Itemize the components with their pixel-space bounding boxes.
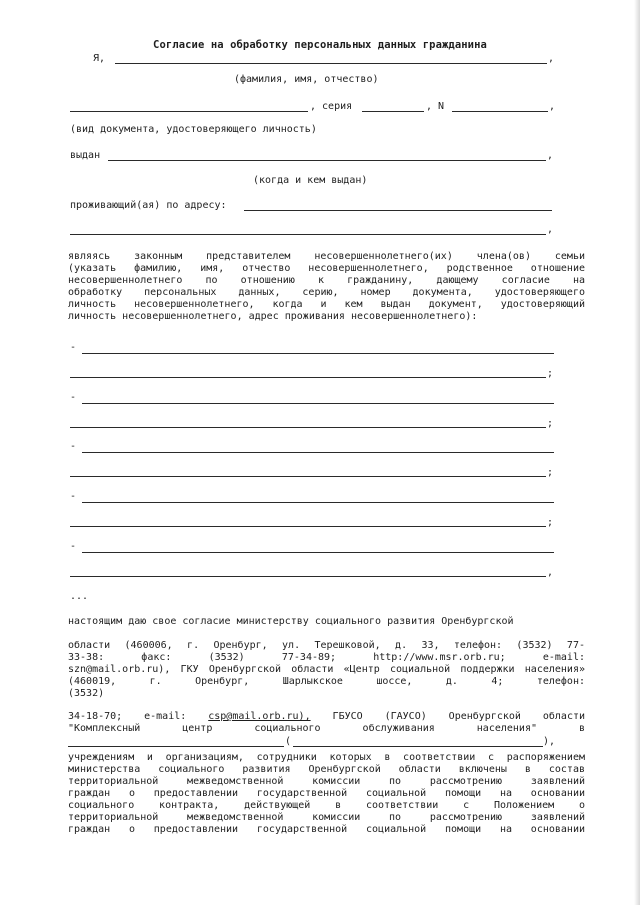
paragraph-line: территориальной межведомственной комиссии по рассмотрению заявлений (68, 812, 585, 823)
label-seria: , серия (310, 101, 353, 112)
semicolon-1: ; (547, 368, 554, 379)
minor-dash-5: - (70, 541, 77, 552)
minor-dash-1: - (70, 342, 77, 353)
doc-type-input-line[interactable] (70, 111, 308, 112)
consent-line: настоящим даю свое согласие министерству социального развития Оренбургской (68, 616, 514, 627)
vydan-caption: (когда и кем выдан) (253, 175, 368, 186)
paragraph-line: несовершеннолетнего по отношению к гражданину, дающему согласие на (68, 275, 585, 286)
label-address: проживающий(ая) по адресу: (70, 200, 227, 211)
minor-1-input-line-2[interactable] (70, 377, 546, 378)
paragraph-line: области (460006, г. Оренбург, ул. Терешковой, д. 33, телефон: (3532) 77- (68, 640, 585, 651)
scan-edge-shadow (634, 0, 640, 905)
paren-open: ( (285, 736, 292, 747)
paragraph-line: социального контракта, действующей в соответствии с Положением о (68, 800, 585, 811)
comma-vydan: , (547, 150, 554, 161)
doc-caption: (вид документа, удостоверяющего личность) (70, 124, 317, 135)
label-number: , N (426, 101, 445, 112)
paragraph-line: (указать фамилию, имя, отчество несовершеннолетнего, родственное отношение (68, 263, 585, 274)
fio-caption: (фамилия, имя, отчество) (234, 74, 379, 85)
paragraph-line: личность несовершеннолетнего, адрес проживания несовершеннолетнего): (68, 311, 478, 322)
paragraph-line: 33-38: факс: (3532) 77-34-89; http://www.msr.orb.ru; e-mail: (68, 652, 585, 663)
comma-fio: , (548, 53, 555, 64)
paragraph-line: (3532) (68, 688, 105, 699)
csp-email-link[interactable]: csp@mail.orb.ru), (208, 711, 311, 722)
seria-input-line[interactable] (362, 111, 424, 112)
paragraph-line: учреждениям и организациям, сотрудники которых в соответствии с распоряжением (68, 752, 585, 763)
semicolon-3: ; (547, 467, 554, 478)
minor-5-input-line[interactable] (82, 552, 554, 553)
minor-3-input-line[interactable] (82, 452, 554, 453)
semicolon-4: ; (547, 517, 554, 528)
organization-paragraph (68, 640, 585, 700)
address-input-line[interactable] (244, 210, 552, 211)
paragraph-line: граждан о предоставлении государственной социальной помощи на основании (68, 824, 585, 835)
address-input-line-2[interactable] (70, 234, 546, 235)
comma-address: , (547, 224, 554, 235)
gbuso-org-text: ГБУСО (ГАУСО) Оренбургской области (332, 711, 585, 722)
minor-4-input-line[interactable] (82, 502, 554, 503)
representative-paragraph (68, 251, 585, 323)
kcson-line: "Комплексный центр социального обслуживания населения" в (68, 723, 585, 734)
final-paragraph (68, 752, 585, 836)
paragraph-line: министерства социального развития Оренбургской области включены в состав (68, 764, 585, 775)
kcson-address-input-line[interactable] (293, 746, 543, 747)
paragraph-line: szn@mail.orb.ru), ГКУ Оренбургской области «Центр социальной поддержки населения» (68, 664, 585, 675)
kcson-location-input-line[interactable] (68, 746, 284, 747)
paragraph-line: личность несовершеннолетнего, когда и кем выдан документ, удостоверяющий (68, 299, 585, 310)
gbuso-line (68, 711, 585, 723)
fio-input-line[interactable] (115, 63, 547, 64)
minor-dash-2: - (70, 392, 77, 403)
minor-2-input-line-2[interactable] (70, 427, 546, 428)
paragraph-line: (460019, г. Оренбург, Шарлыкское шоссе, д. 4; телефон: (68, 676, 585, 687)
paragraph-line: обработку персональных данных, серию, номер документа, удостоверяющего (68, 287, 585, 298)
number-input-line[interactable] (452, 111, 548, 112)
comma-number: , (549, 101, 556, 112)
minor-dash-4: - (70, 491, 77, 502)
paren-close: ), (543, 736, 556, 747)
ellipsis: ... (70, 591, 89, 602)
gbuso-phone-text: 34-18-70; e-mail: (68, 711, 187, 722)
label-ya: Я, (93, 53, 106, 64)
minor-5-input-line-2[interactable] (70, 576, 546, 577)
paragraph-line: являясь законным представителем несовершеннолетнего(их) члена(ов) семьи (68, 251, 585, 262)
paragraph-line: граждан о предоставлении государственной социальной помощи на основании (68, 788, 585, 799)
semicolon-2: ; (547, 418, 554, 429)
minor-2-input-line[interactable] (82, 403, 554, 404)
minor-4-input-line-2[interactable] (70, 526, 546, 527)
minor-dash-3: - (70, 441, 77, 452)
document-title: Согласие на обработку персональных данных гражданина (153, 39, 487, 51)
minor-3-input-line-2[interactable] (70, 476, 546, 477)
vydan-input-line[interactable] (108, 160, 546, 161)
comma-5: , (547, 567, 554, 578)
minor-1-input-line[interactable] (82, 353, 554, 354)
paragraph-line: территориальной межведомственной комиссии по рассмотрению заявлений (68, 776, 585, 787)
label-vydan: выдан (70, 150, 101, 161)
